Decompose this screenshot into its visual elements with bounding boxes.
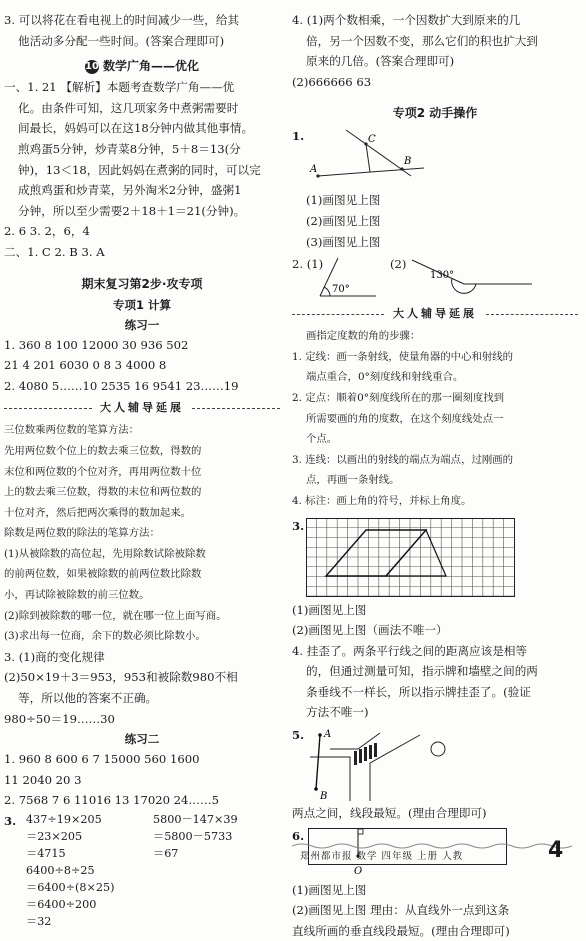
calc-column-a — [26, 811, 153, 930]
text-line: 437÷19×205 — [26, 813, 102, 826]
text-line: 的，但通过测量可知，指示牌和墙壁之间的两 — [306, 664, 538, 679]
section-title: 数学广角——优化 — [102, 59, 199, 74]
text-line: 分钟，所以至少需要2＋18＋1＝21(分钟)。 — [18, 203, 246, 218]
figure-2-drawing — [292, 254, 572, 302]
text-line: (1)画图见上图 — [306, 193, 381, 208]
text-line: 980÷50＝19……30 — [4, 711, 115, 726]
text-line: (3)画图见上图 — [306, 234, 381, 249]
page-number: 4 — [548, 838, 564, 863]
text-line: 3. (1)商的变化规律 — [4, 649, 105, 664]
page-footer: 郑州都市报 数学 四年级 上册 人教 — [300, 851, 464, 862]
point-b-label: B — [320, 791, 328, 802]
calculation-block — [4, 811, 280, 930]
figure-6-number: 6. — [292, 828, 305, 843]
section-number-badge: 10 — [85, 61, 99, 73]
section-10-answers — [4, 77, 280, 262]
text-line: 三位数乘两位数的笔算方法： — [4, 424, 140, 437]
text-line: 条垂线不一样长，所以指示牌挂歪了。(验证 — [306, 684, 531, 699]
final-review-title: 期末复习第2步·攻专项 — [81, 276, 203, 291]
text-line: 所需要画的角的度数，在这个刻度线处点一 — [306, 412, 504, 425]
figure-1 — [292, 126, 578, 188]
text-line: (1)画图见上图 — [292, 602, 367, 617]
label-a: A — [310, 164, 318, 176]
exercise-1-title: 练习一 — [124, 317, 160, 332]
text-line: 点，再画一条射线。 — [306, 474, 400, 487]
item-1-title: 专项1 计算 — [112, 297, 171, 312]
label-c: C — [368, 134, 376, 146]
item-2-title: 专项2 动手操作 — [392, 106, 478, 121]
figure-1-answers — [292, 190, 578, 252]
text-line: 成煎鸡蛋和炒青菜，另外淘米2分钟，盛粥1 — [18, 183, 242, 198]
exercise-2-answers — [4, 749, 280, 811]
text-line: 上的数去乘三位数，得数的末位和两位数的 — [4, 486, 202, 499]
text-line: (3)求出每一位商，余下的数必须比除数小。 — [4, 630, 206, 643]
text-line: 直线所画的垂直线段最短。(理由合理即可) — [292, 923, 510, 938]
figure-2 — [292, 254, 578, 302]
text-line: 的前两位数，如果被除数的前两位数比除数 — [4, 568, 202, 581]
figure-6-answers — [292, 880, 578, 941]
text-line: 3. 可以将花在看电视上的时间减少一些，给其 — [4, 13, 240, 27]
text-line: 二、1. C 2. B 3. A — [4, 244, 105, 259]
tutor-extension-steps — [292, 326, 578, 511]
right-column — [292, 10, 578, 941]
text-line: 2. 定点：顺着0°刻度线所在的那一圈刻度找到 — [292, 391, 505, 404]
text-line: 端点重合，0°刻度线和射线重合。 — [306, 371, 464, 384]
text-line: 间最长，妈妈可以在这18分钟内做其他事情。 — [18, 121, 254, 136]
text-line: 个点。 — [306, 433, 338, 446]
text-line: 煎鸡蛋5分钟，炒青菜8分钟，5＋8＝13(分 — [18, 141, 241, 156]
text-line: ＝5800－5733 — [153, 830, 233, 843]
text-line: ＝23×205 — [26, 830, 83, 843]
text-line: 1. 360 8 100 12000 30 936 502 — [4, 337, 189, 352]
figure-5-number: 5. — [292, 728, 305, 743]
text-line: (2)50×19＋3＝953，953和被除数980不相 — [4, 670, 238, 685]
text-line: 他活动多分配一些时间。(答案合理即可) — [18, 33, 225, 48]
figure-1-number: 1. — [292, 129, 305, 144]
figure-1-drawing — [306, 126, 436, 188]
text-line: 倍，另一个因数不变，那么它们的积也扩大到 — [306, 33, 538, 48]
text-line: 末位和两位数的个位对齐，再用两位数十位 — [4, 465, 202, 478]
text-line: 5800－147×39 — [153, 813, 238, 826]
answer-block-top — [4, 10, 280, 51]
text-line: 等，所以他的答案不正确。 — [18, 691, 158, 706]
angle-130-label: 130° — [430, 270, 455, 282]
text-line: 2. 4080 5……10 2535 16 9541 23……19 — [4, 378, 239, 393]
calc-label: 3. — [4, 814, 17, 828]
tutor-extension-heading: 大人辅导延展 — [4, 399, 280, 417]
figure-2-number-2: (2) — [390, 257, 407, 272]
text-line: 6400÷8÷25 — [26, 864, 95, 877]
text-line: 4. 挂歪了。两条平行线之间的距离应该是相等 — [292, 643, 528, 658]
text-line: 11 2040 20 3 — [4, 772, 82, 787]
exercise-2-title: 练习二 — [124, 732, 160, 747]
text-line: (1)从被除数的高位起，先用除数试除被除数 — [4, 547, 206, 560]
text-line: 画指定度数的角的步骤： — [306, 330, 421, 343]
question-4-sign-answer — [292, 641, 578, 723]
crosswalk-drawing — [310, 727, 450, 801]
text-line: ＝6400÷(8×25) — [26, 881, 115, 894]
text-line: 小，再试除被除数的前三位数。 — [4, 589, 150, 602]
tutor-extension-heading-2: 大人辅导延展 — [292, 305, 578, 323]
point-o-label: O — [354, 865, 363, 877]
text-line: 1. 960 8 600 6 7 15000 560 1600 — [4, 752, 200, 767]
text-line: 4. 标注：画上角的符号，并标上角度。 — [292, 494, 472, 507]
text-line: 2. 6 3. 2，6，4 — [4, 224, 90, 239]
text-line: ＝6400÷200 — [26, 898, 97, 911]
figure-3-answers — [292, 600, 578, 641]
figure-3-number: 3. — [292, 518, 305, 533]
text-line: 2. 7568 7 6 11016 13 17020 24……5 — [4, 793, 219, 808]
text-line: 一、1. 21 【解析】本题考查数学广角——优 — [4, 80, 235, 95]
text-line: (2)画图见上图 理由：从直线外一点到这条 — [292, 903, 510, 918]
text-line: 先用两位数个位上的数去乘三位数，得数的 — [4, 444, 202, 457]
figure-5 — [292, 725, 578, 801]
section-10-heading — [4, 55, 280, 77]
text-line: (2)画图见上图（画法不唯一） — [292, 623, 448, 638]
left-column — [4, 10, 280, 930]
text-line: ＝32 — [26, 915, 52, 928]
text-line: (2)666666 63 — [292, 74, 372, 89]
text-line: 钟)，13＜18，因此妈妈在煮粥的同时，可以完 — [18, 162, 261, 177]
text-line: (1)画图见上图 — [292, 882, 367, 897]
text-line: 21 4 201 6030 0 8 3 4000 8 — [4, 358, 167, 373]
text-line: 除数是两位数的除法的笔算方法： — [4, 527, 160, 540]
point-a-label: A — [324, 729, 332, 741]
text-line: (2)画图见上图 — [306, 213, 381, 228]
text-line: (2)除到被除数的哪一位，就在哪一位上面写商。 — [4, 609, 227, 622]
text-line: 方法不唯一) — [306, 705, 369, 720]
text-line: 1. 定线：画一条射线，使量角器的中心和射线的 — [292, 350, 514, 363]
question-3-answers — [4, 647, 280, 729]
text-line: 原来的几倍。(答案合理即可) — [306, 54, 455, 69]
grid-parallelogram-drawing — [306, 518, 516, 598]
tutor-extension-text — [4, 420, 280, 647]
exercise-1-answers — [4, 335, 280, 397]
question-4-answers — [292, 10, 578, 92]
figure-2-number: 2. (1) — [292, 257, 324, 272]
text-line: ＝4715 — [26, 847, 66, 860]
figure-3 — [292, 516, 578, 598]
angle-70-label: 70° — [332, 284, 350, 296]
text-line: 十位对齐，然后把两次乘得的数加起来。 — [4, 506, 192, 519]
label-b: B — [404, 156, 412, 168]
text-line: 化。由条件可知，这几项家务中煮粥需要时 — [18, 100, 239, 115]
figure-5-answer: 两点之间，线段最短。(理由合理即可) — [292, 806, 487, 821]
text-line: ＝67 — [153, 847, 179, 860]
calc-column-b — [153, 811, 280, 930]
text-line: 3. 连线：以画出的射线的端点为端点，过刚画的 — [292, 453, 514, 466]
text-line: 4. (1)两个数相乘，一个因数扩大到原来的几 — [292, 13, 521, 27]
